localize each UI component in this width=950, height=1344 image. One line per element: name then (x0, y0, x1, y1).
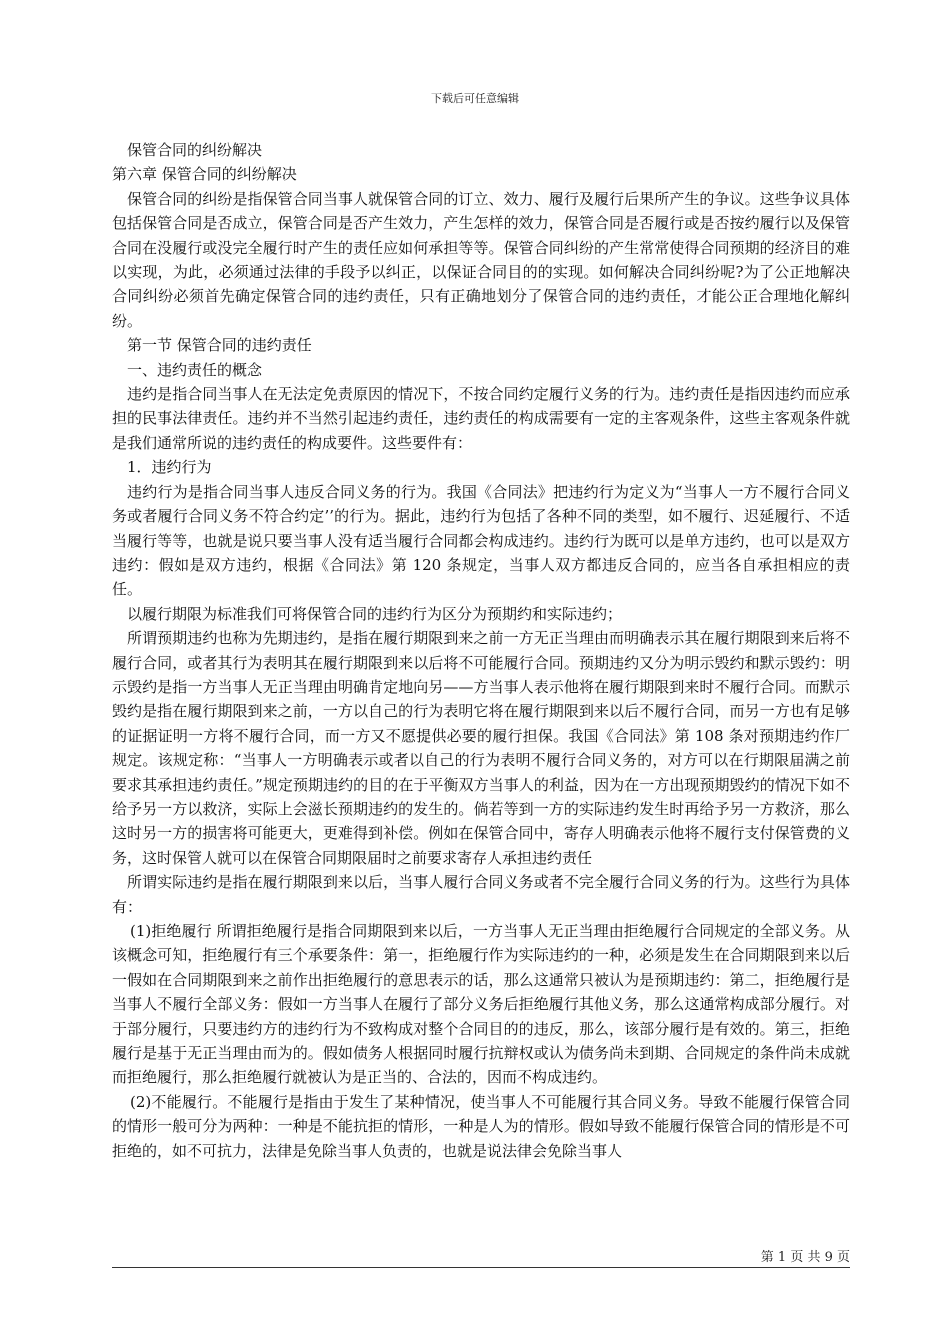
paragraph: 保管合同的纠纷是指保管合同当事人就保管合同的订立、效力、履行及履行后果所产生的争议。这些争议具体包括保管合同是否成立，保管合同是否产生效力，产生怎样的效力，保管合同是否履行或是否按约履行以及保管合同在没履行或没完全履行时产生的责任应如何承担等等。保管合同纠纷的产生常常使得合同预期的经济目的难以实现，为此，必须通过法律的手段予以纠正，以保证合同目的的实现。如何解决合同纠纷呢?为了公正地解决合同纠纷必须首先确定保管合同的违约责任，只有正确地划分了保管合同的违约责任，才能公正合理地化解纠纷。 (112, 189, 850, 330)
paragraph: (1)拒绝履行 所谓拒绝履行是指合同期限到来以后，一方当事人无正当理由拒绝履行合同规定的全部义务。从该概念可知，拒绝履行有三个承要条件：第一，拒绝履行作为实际违约的一种，必须是发生在合同期限到来以后一假如在合同期限到来之前作出拒绝履行的意思表示的话，那么这通常只被认为是预期违约：第二，拒绝履行是当事人不履行全部义务：假如一方当事人在履行了部分义务后拒绝履行其他义务，那么这通常构成部分履行。对于部分履行，只要违约方的违约行为不致构成对整个合同目的的违反，那么，该部分履行是有效的。第三，拒绝履行是基于无正当理由而为的。假如债务人根据同时履行抗辩权或认为债务尚未到期、合同规定的条件尚未成就而拒绝履行，那么拒绝履行就被认为是正当的、合法的，因而不构成违约。 (112, 922, 850, 1087)
footer-divider (112, 1267, 850, 1268)
paragraph: 一、违约责任的概念 (127, 360, 263, 379)
page-number: 第 1 页 共 9 页 (760, 1250, 850, 1265)
page-header: 下载后可任意编辑 (431, 92, 519, 105)
paragraph: 所谓预期违约也称为先期违约，是指在履行期限到来之前一方无正当理由而明确表示其在履行期限到来后将不履行合同，或者其行为表明其在履行期限到来以后将不可能履行合同。预期违约又分为明示毁约和默示毁约：明示毁约是指一方当事人无正当理由明确肯定地向另——方当事人表示他将在履行期限到来时不履行合同。而默示毁约是指在履行期限到来之前，一方以自己的行为表明它将在履行期限到来以后不履行合同，而另一方也有足够的证据证明一方将不履行合同，而一方又不愿提供必要的履行担保。我国《合同法》第 108 条对预期违约作厂规定。该规定称：“当事人一方明确表示或者以自己的行为表明不履行合同义务的，对方可以在行期限届满之前要求其承担违约责任。”规定预期违约的目的在于平衡双方当事人的利益，因为在一方出现预期毁约的情况下如不给予另一方以救济，实际上会滋长预期违约的发生的。倘若等到一方的实际违约发生时再给予另一方救济，那么这时另一方的损害将可能更大，更难得到补偿。例如在保管合同中，寄存人明确表示他将不履行支付保管费的义务，这时保管人就可以在保管合同期限届时之前要求寄存人承担违约责任 (112, 629, 850, 867)
paragraph: 违约是指合同当事人在无法定免责原因的情况下，不按合同约定履行义务的行为。违约责任是指因违约而应承担的民事法律责任。违约并不当然引起违约责任，违约责任的构成需要有一定的主客观条件，这些主客观条件就是我们通常所说的违约责任的构成要件。这些要件有： (112, 385, 850, 452)
paragraph: 所谓实际违约是指在履行期限到来以后，当事人履行合同义务或者不完全履行合同义务的行为。这些行为具体有： (112, 873, 850, 916)
paragraph: 第六章 保管合同的纠纷解决 (112, 165, 297, 184)
paragraph: 以履行期限为标准我们可将保管合同的违约行为区分为预期约和实际违约； (127, 604, 623, 623)
paragraph: (2)不能履行。不能履行是指由于发生了某种情况，使当事人不可能履行其合同义务。导致不能履行保管合同的情形一般可分为两种：一种是不能抗拒的情形，一种是人为的情形。假如导致不能履行保管合同的情形是不可拒绝的，如不可抗力，法律是免除当事人负责的，也就是说法律会免除当事人 (112, 1092, 850, 1160)
paragraph: 1．违约行为 (127, 458, 212, 477)
paragraph: 第一节 保管合同的违约责任 (127, 336, 312, 355)
paragraph: 违约行为是指合同当事人违反合同义务的行为。我国《合同法》把违约行为定义为“当事人一方不履行合同义务或者履行合同义务不符合约定’’的行为。据此，违约行为包括了各种不同的类型，如不履行、迟延履行、不适当履行等等，也就是说只要当事人没有适当履行合同都会构成违约。违约行为既可以是单方违约，也可以是双方违约：假如是双方违约，根据《合同法》第 120 条规定，当事人双方都违反合同的，应当各自承担相应的责任。 (112, 482, 850, 599)
document-body (112, 138, 850, 1163)
paragraph: 保管合同的纠纷解决 (127, 141, 263, 159)
